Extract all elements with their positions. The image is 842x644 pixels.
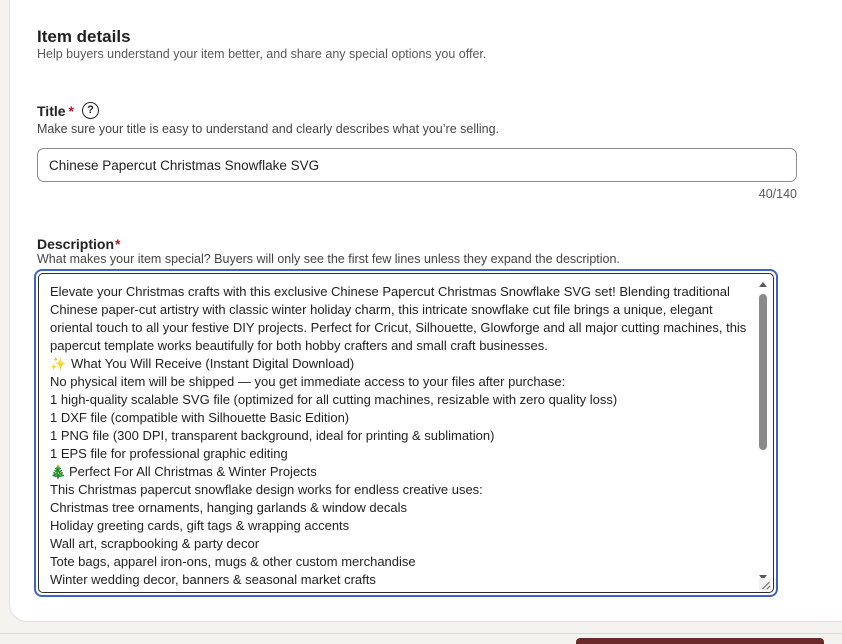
use-line-2: Holiday greeting cards, gift tags & wrapping accents <box>50 518 350 533</box>
projects-intro: This Christmas papercut snowflake design works for endless creative uses: <box>50 482 483 497</box>
title-help-text: Make sure your title is easy to understand and clearly describes what you’re selling. <box>37 122 500 136</box>
file-eps-line: 1 EPS file for professional graphic editing <box>50 446 288 461</box>
use-line-5: Winter wedding decor, banners & seasonal market crafts <box>50 572 376 587</box>
description-label-text: Description <box>37 236 115 252</box>
description-required-star: * <box>115 236 121 252</box>
description-textarea[interactable] <box>34 269 778 597</box>
description-scrollbar[interactable] <box>758 280 769 580</box>
projects-heading-line <box>50 463 750 481</box>
description-text[interactable] <box>50 283 750 589</box>
title-char-count: 40/140 <box>758 187 797 201</box>
title-required-star: * <box>68 102 74 119</box>
description-paragraph: Elevate your Christmas crafts with this exclusive Chinese Papercut Christmas Snowflake SVG set! Blending traditional Chinese paper-cut artistry with classic winter holiday charm, this intricate snowflake cut file brings a unique, elegant oriental touch to all your festive DIY projects. Perfect for Cricut, Silhouette, Glowforge and all major cutting machines, this papercut template works beautifully for both hobby crafters and small craft businesses. <box>50 284 747 353</box>
title-label <box>37 102 99 119</box>
scrollbar-thumb[interactable] <box>759 294 767 450</box>
file-svg-line: 1 high-quality scalable SVG file (optimized for all cutting machines, resizable with zero quality loss) <box>50 392 618 407</box>
description-textarea-inner[interactable] <box>38 273 774 593</box>
file-dxf-line: 1 DXF file (compatible with Silhouette Basic Edition) <box>50 410 350 425</box>
use-line-3: Wall art, scrapbooking & party decor <box>50 536 260 551</box>
use-line-4: Tote bags, apparel iron-ons, mugs & other custom merchandise <box>50 554 416 569</box>
scroll-up-arrow-icon[interactable] <box>759 282 767 287</box>
section-subtitle: Help buyers understand your item better, and share any special options you offer. <box>37 47 487 61</box>
description-help-text: What makes your item special? Buyers will only see the first few lines unless they expand the description. <box>37 252 620 266</box>
file-png-line: 1 PNG file (300 DPI, transparent background, ideal for printing & sublimation) <box>50 428 495 443</box>
footer-divider <box>0 633 842 634</box>
receive-heading: What You Will Receive (Instant Digital Download) <box>71 356 355 371</box>
resize-handle-icon[interactable] <box>759 578 771 590</box>
question-circle-icon[interactable]: ? <box>82 102 99 119</box>
title-input[interactable] <box>37 148 797 182</box>
christmas-tree-icon: 🎄 <box>50 464 67 479</box>
use-line-1: Christmas tree ornaments, hanging garlands & window decals <box>50 500 407 515</box>
title-label-text: Title <box>37 102 66 119</box>
description-label <box>37 236 120 252</box>
receive-heading-line <box>50 355 750 373</box>
section-title: Item details <box>37 27 131 46</box>
projects-heading: Perfect For All Christmas & Winter Projects <box>69 464 317 479</box>
shipping-note: No physical item will be shipped — you get immediate access to your files after purchase: <box>50 374 566 389</box>
sparkle-icon: ✨ <box>50 356 67 371</box>
primary-action-button[interactable] <box>576 638 824 644</box>
